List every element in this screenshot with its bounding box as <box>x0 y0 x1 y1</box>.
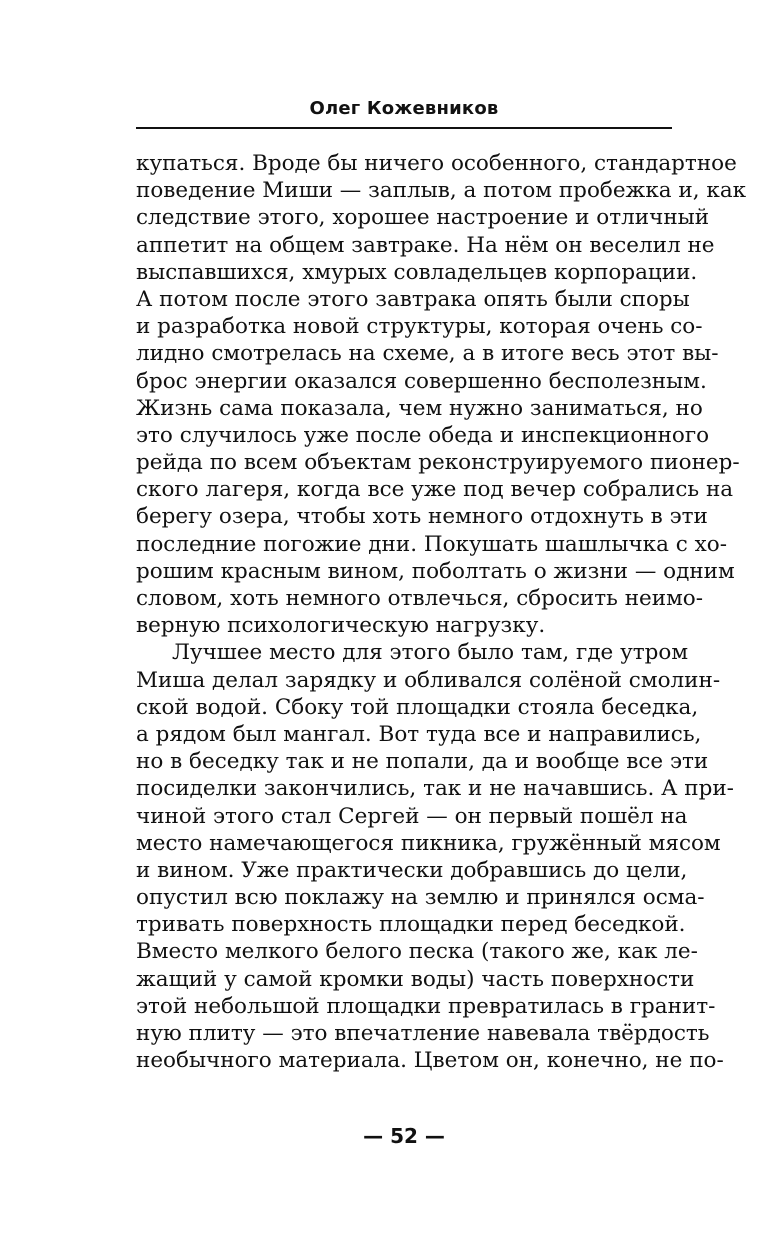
text-line: жащий у самой кромки воды) часть поверхности <box>136 966 695 992</box>
text-line: купаться. Вроде бы ничего особенного, стандартное <box>136 151 737 176</box>
text-line: выспавшихся, хмурых совладельцев корпорации. <box>136 259 698 285</box>
text-line: аппетит на общем завтраке. На нём он веселил не <box>136 232 715 258</box>
text-line: берегу озера, чтобы хоть немного отдохнуть в эти <box>136 504 708 530</box>
text-line: Лучшее место для этого было там, где утром <box>172 640 689 666</box>
text-line: брос энергии оказался совершенно бесполезным. <box>136 368 707 394</box>
text-line: ную плиту — это впечатление навевала твёрдость <box>136 1021 710 1046</box>
text-line: рошим красным вином, поболтать о жизни — одним <box>136 558 735 584</box>
text-line: лидно смотрелась на схеме, а в итоге весь этот вы- <box>136 341 719 367</box>
running-head: Олег Кожевников <box>309 98 499 119</box>
text-line: поведение Миши — заплыв, а потом пробежка и, как <box>136 178 747 204</box>
text-line: Миша делал зарядку и обливался солёной смолин- <box>136 667 721 693</box>
text-line: тривать поверхность площадки перед беседкой. <box>136 912 686 938</box>
page-number: — 52 — <box>363 1124 445 1148</box>
text-line: Вместо мелкого белого песка (такого же, как ле- <box>136 939 698 965</box>
text-line: этой небольшой площадки превратилась в гранит- <box>136 993 716 1019</box>
text-line: рейда по всем объектам реконструируемого пионер- <box>136 450 740 476</box>
text-line: чиной этого стал Сергей — он первый пошёл на <box>136 803 688 829</box>
header-rule <box>136 127 672 129</box>
text-line: последние погожие дни. Покушать шашлычка с хо- <box>136 531 727 557</box>
text-line: необычного материала. Цветом он, конечно, не по- <box>136 1048 724 1074</box>
text-line: а рядом был мангал. Вот туда все и направились, <box>136 721 702 747</box>
text-line: и вином. Уже практически добравшись до цели, <box>136 857 688 883</box>
text-line: следствие этого, хорошее настроение и отличный <box>136 205 710 231</box>
text-line: посиделки закончились, так и не начавшись. А при- <box>136 776 734 802</box>
text-line: Жизнь сама показала, чем нужно заниматься, но <box>136 395 703 421</box>
text-line: А потом после этого завтрака опять были споры <box>136 286 690 312</box>
text-line: ской водой. Сбоку той площадки стояла беседка, <box>136 694 699 720</box>
text-line: ского лагеря, когда все уже под вечер собрались на <box>136 477 734 503</box>
text-line: это случилось уже после обеда и инспекционного <box>136 422 710 448</box>
text-line: место намечающегося пикника, гружённый мясом <box>136 830 721 856</box>
text-line: верную психологическую нагрузку. <box>136 613 546 639</box>
text-line: но в беседку так и не попали, да и вообще все эти <box>136 749 709 775</box>
text-line: опустил всю поклажу на землю и принялся осма- <box>136 885 705 911</box>
text-line: словом, хоть немного отвлечься, сбросить неимо- <box>136 586 704 611</box>
body-text <box>136 150 747 1074</box>
text-line: и разработка новой структуры, которая очень со- <box>136 314 703 340</box>
